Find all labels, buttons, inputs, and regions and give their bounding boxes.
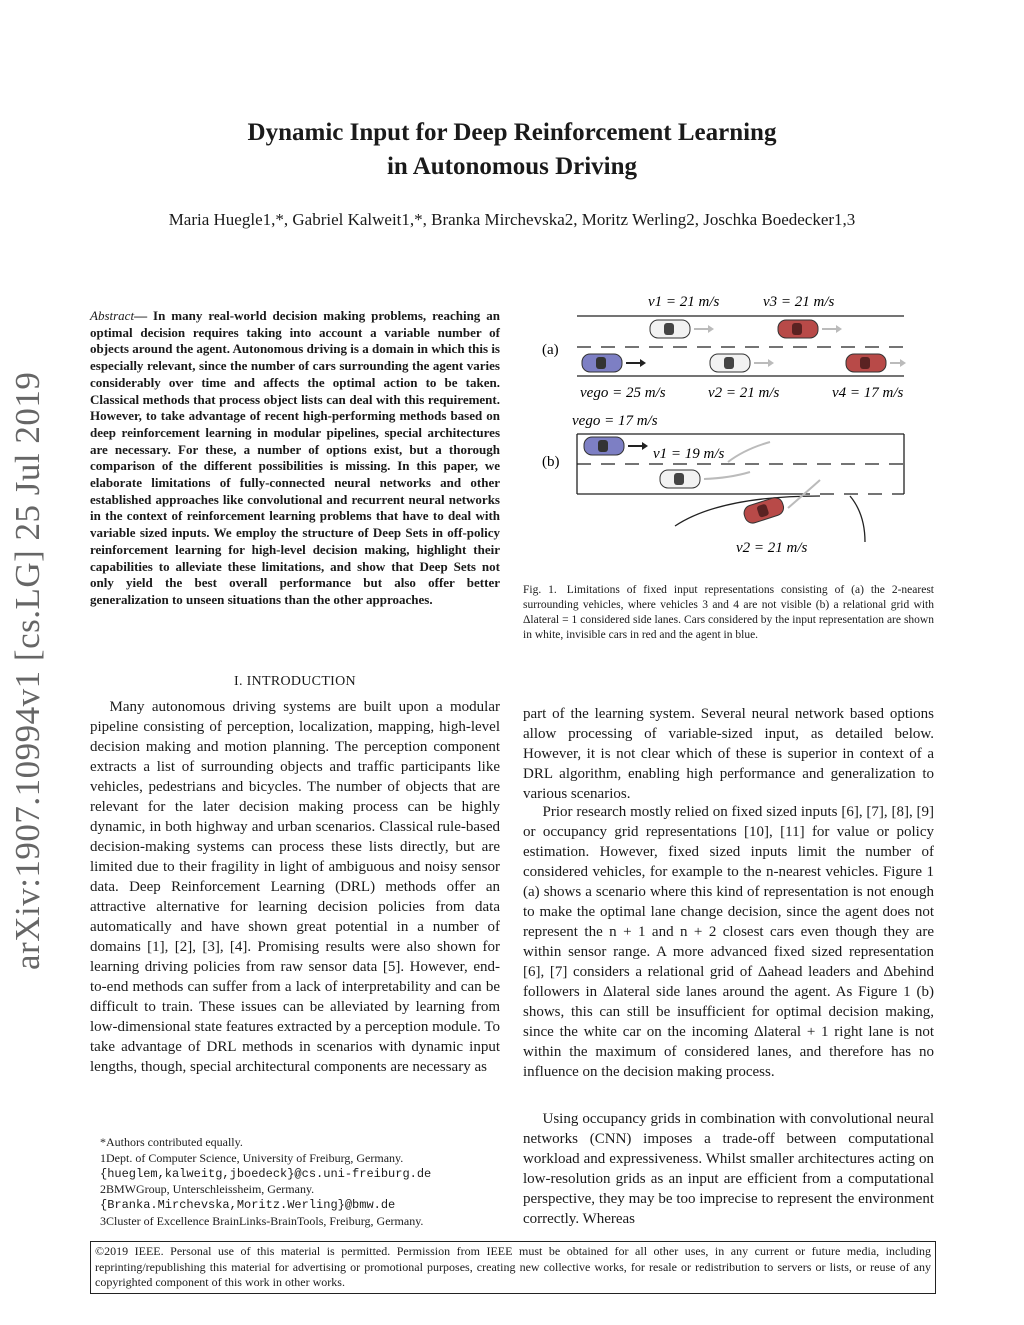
abstract bbox=[90, 308, 500, 609]
figure-caption-label: Fig. 1. bbox=[523, 584, 557, 596]
b-v1-arrow-path bbox=[728, 442, 770, 462]
a-v4-label: v4 = 17 m/s bbox=[832, 385, 904, 401]
intro-text-1: Many autonomous driving systems are built upon a modular pipeline consisting of perception, localization, mapping, high-level decision making and motion planning. The perception component extracts a list of surrounding objects and traffic participants like vehicles, pedestrians and bicycles. The number of objects that are relevant for the later decision making process can be highly dynamic, in both highway and urban scenarios. Classical rule-based decision-making systems can process these lists directly, but are limited due to their fragility in light of ambiguous and noisy sensor data. Deep Reinforcement Learning (DRL) methods offer an attractive alternative for learning decision policies from data automatically and have shown great potential in a number of domains [1], [2], [3], [4]. Promising results were also shown for learning driving policies from raw sensor data [5]. However, end-to-end methods can suffer from a lack of interpretability and can be difficult to train. These issues can be alleviated by learning from low-dimensional state features extracted by a perception module. To take advantage of DRL methods in scenarios with dynamic input lengths, though, special architectural components are necessary as bbox=[90, 699, 500, 1075]
figure-1 bbox=[520, 284, 940, 574]
footnote-affil-3: 3Cluster of Excellence BrainLinks-BrainTools, Freiburg, Germany. bbox=[100, 1213, 424, 1228]
intro-text-2: Prior research mostly relied on fixed sized inputs [6], [7], [8], [9] or occupancy grid representations [10], [11] for value or policy estimation. However, fixed sized inputs limit the number of considered vehicles, for example to the n-nearest vehicles. Figure 1 (a) shows a scenario where this kind of representation is not enough to make the optimal lane change decision, since the agent does not represent the n + 1 and n + 2 closest cars even though they are within sensor range. A more advanced fixed sized representation [6], [7] considers a relational grid of Δahead leaders and Δbehind followers in Δlateral side lanes around the agent. As Figure 1 (b) shows, this can still be insufficient for optimal decision making, since the white car on the incoming Δlateral + 1 right lane is not within the maximum of considered lanes, and therefore has no influence on the decision making process. bbox=[523, 804, 934, 1080]
footnotes bbox=[90, 1135, 510, 1230]
b-v2-arrow-path bbox=[704, 472, 750, 479]
b-v2-label: v2 = 21 m/s bbox=[736, 540, 808, 556]
figure-caption bbox=[523, 583, 934, 643]
a-car-v3 bbox=[778, 320, 842, 338]
b-v1-label: v1 = 19 m/s bbox=[653, 446, 725, 462]
label-a: (a) bbox=[542, 342, 559, 358]
title-line-1: Dynamic Input for Deep Reinforcement Learning bbox=[247, 119, 777, 146]
footnote-email-2: {Branka.Mirchevska,Moritz.Werling}@bmw.de bbox=[100, 1198, 396, 1213]
intro-paragraph-1 bbox=[90, 697, 500, 1077]
abstract-lead: Abstract bbox=[90, 308, 135, 323]
a-v1-label: v1 = 21 m/s bbox=[648, 294, 720, 310]
intro-paragraph-2 bbox=[523, 802, 934, 1082]
b-vego-label: vego = 17 m/s bbox=[572, 413, 658, 429]
a-car-ego bbox=[582, 354, 646, 372]
a-v3-label: v3 = 21 m/s bbox=[763, 294, 835, 310]
footnote-affil-2: 2BMWGroup, Unterschleissheim, Germany. bbox=[100, 1182, 315, 1197]
footnote-email-1: {hueglem,kalweitg,jboedeck}@cs.uni-freiburg.de bbox=[100, 1166, 432, 1181]
intro-paragraph-3 bbox=[523, 1109, 934, 1229]
a-v2-label: v2 = 21 m/s bbox=[708, 385, 780, 401]
abstract-text: — In many real-world decision making problems, reaching an optimal decision requires taking into account a variable number of objects around the agent. Autonomous driving is a domain in which this is especially relevant, since the number of cars surrounding the agent varies considerably over time and affects the optimal action to be taken. Classical methods that process object lists can deal with this requirement. However, to take advantage of recent high-performing methods based on deep reinforcement learning in modular pipelines, special architectures are necessary. For these, a number of options exist, but a thorough comparison of the different possibilities is missing. In this paper, we elaborate limitations of fully-connected neural networks and other established approaches like convolutional and recurrent neural networks in the context of reinforcement learning problems that have to deal with variable sized inputs. We employ the structure of Deep Sets in off-policy reinforcement learning for high-level decision making, highlight their capabilities to alleviate these limitations, and show that Deep Sets not only yield the best overall performance but also offer better generalization to unseen situations than the other approaches. bbox=[90, 308, 500, 607]
intro-text-continued: part of the learning system. Several neural network based options allow processing of variable-sized input, as detailed below. However, it is not clear which of these is superior in context of a DRL algorithm, enabling high performance and generalization to various scenarios. bbox=[523, 706, 934, 802]
intro-text-3: Using occupancy grids in combination with convolutional neural networks (CNN) imposes a trade-off between computational workload and expressiveness. Whilst smaller architectures acting on low-resolution grids as an input are efficient from a computational perspective, they may be too imprecise to represent the environment correctly. Whereas bbox=[523, 1111, 934, 1227]
label-b: (b) bbox=[542, 454, 560, 470]
a-car-v4 bbox=[846, 354, 906, 372]
section-heading: I. INTRODUCTION bbox=[234, 674, 356, 689]
author-list: Maria Huegle1,*, Gabriel Kalweit1,*, Branka Mirchevska2, Moritz Werling2, Joschka Boedecker1,3 bbox=[168, 210, 856, 229]
b-car-v1 bbox=[660, 470, 700, 488]
a-car-v2 bbox=[710, 354, 774, 372]
figure-caption-text: Limitations of fixed input representations consisting of (a) the 2-nearest surrounding vehicles, where vehicles 3 and 4 are not visible (b) a relational grid with Δlateral = 1 considered side lanes. Cars considered by the input representation are shown in white, invisible cars in red and the agent in blue. bbox=[523, 584, 934, 641]
title-line-2: in Autonomous Driving bbox=[386, 153, 638, 180]
footnote-affil-1: 1Dept. of Computer Science, University of Freiburg, Germany. bbox=[100, 1150, 404, 1165]
copyright-notice: ©2019 IEEE. Personal use of this material is permitted. Permission from IEEE must be obtained for all other uses, in any current or future media, including reprinting/republishing this material for advertising or promotional purposes, creating new collective works, for resale or redistribution to servers or lists, or reuse of any copyrighted component of this work in other works. bbox=[90, 1241, 936, 1294]
intro-paragraph-continued bbox=[523, 704, 934, 804]
a-vego-label: vego = 25 m/s bbox=[580, 385, 666, 401]
b-car-ego bbox=[584, 437, 648, 455]
paper-title bbox=[0, 116, 1024, 184]
arxiv-stamp: arXiv:1907.10994v1 [cs.LG] 25 Jul 2019 bbox=[8, 371, 47, 970]
footnote-equal: *Authors contributed equally. bbox=[100, 1135, 243, 1149]
a-car-v1 bbox=[650, 320, 714, 338]
b-car-v2 bbox=[742, 496, 786, 525]
road-b-ramp-inner bbox=[850, 496, 865, 542]
figure-1-diagram bbox=[520, 284, 940, 574]
